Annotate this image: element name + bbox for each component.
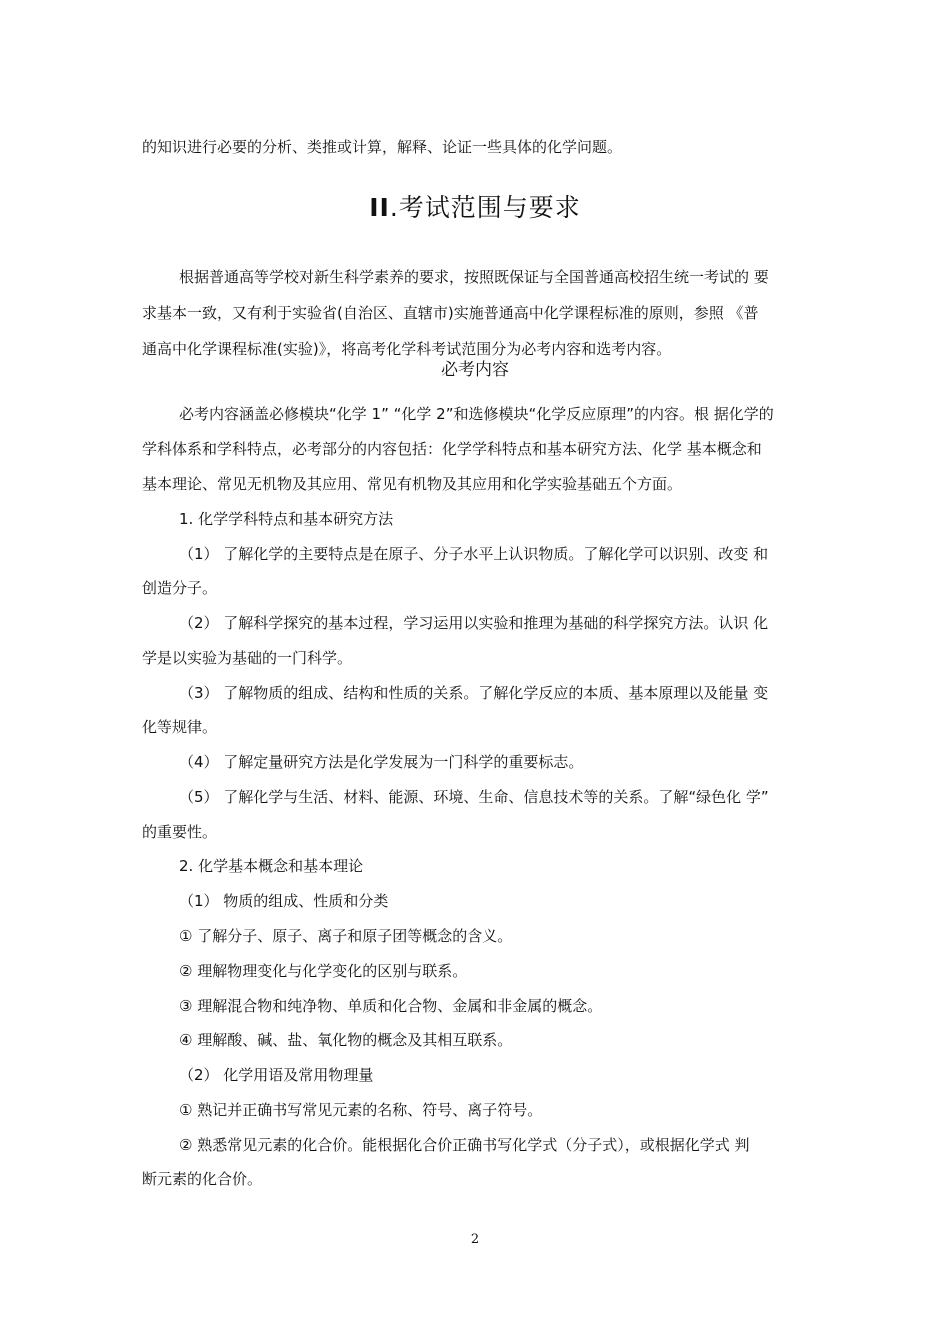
- part2-sub1-item-1: ① 了解分子、原子、离子和原子团等概念的含义。: [179, 927, 513, 945]
- part2-sub1-heading: （1） 物质的组成、性质和分类: [179, 892, 389, 910]
- required-intro-line-2: 学科体系和学科特点，必考部分的内容包括：化学学科特点和基本研究方法、化学 基本概念和: [142, 440, 762, 458]
- part1-item-5-line-1: （5） 了解化学与生活、材料、能源、环境、生命、信息技术等的关系。了解“绿色化 学”: [179, 788, 769, 806]
- part2-sub1-item-3: ③ 理解混合物和纯净物、单质和化合物、金属和非金属的概念。: [179, 997, 603, 1015]
- section-title-numeral: II: [369, 193, 390, 222]
- required-intro-line-3: 基本理论、常见无机物及其应用、常见有机物及其应用和化学实验基础五个方面。: [142, 475, 683, 493]
- part1-item-3-line-2: 化等规律。: [142, 718, 218, 736]
- part1-item-1-line-2: 创造分子。: [142, 579, 218, 597]
- part2-sub1-item-4: ④ 理解酸、碱、盐、氧化物的概念及其相互联系。: [179, 1031, 513, 1049]
- part2-sub2-item-2-line-1: ② 熟悉常见元素的化合价。能根据化合价正确书写化学式（分子式），或根据化学式 判: [179, 1136, 750, 1154]
- part1-item-5-line-2: 的重要性。: [142, 823, 218, 841]
- part1-item-1-line-1: （1） 了解化学的主要特点是在原子、分子水平上认识物质。了解化学可以识别、改变 和: [179, 545, 769, 563]
- intro-tail-line: 的知识进行必要的分析、类推或计算，解释、论证一些具体的化学问题。: [142, 138, 623, 156]
- required-intro-line-1: 必考内容涵盖必修模块“化学 1” “化学 2”和选修模块“化学反应原理”的内容。根 据化学的: [179, 405, 774, 423]
- part1-item-2-line-2: 学是以实验为基础的一门科学。: [142, 649, 353, 667]
- part2-sub2-heading: （2） 化学用语及常用物理量: [179, 1066, 374, 1084]
- part2-sub2-item-2-line-2: 断元素的化合价。: [142, 1170, 263, 1188]
- section-intro-line-1: 根据普通高等学校对新生科学素养的要求，按照既保证与全国普通高校招生统一考试的 要: [179, 268, 769, 286]
- part2-sub1-item-2: ② 理解物理变化与化学变化的区别与联系。: [179, 962, 468, 980]
- part1-item-3-line-1: （3） 了解物质的组成、结构和性质的关系。了解化学反应的本质、基本原理以及能量 变: [179, 684, 769, 702]
- section-title: [0, 191, 950, 225]
- part2-heading: 2. 化学基本概念和基本理论: [179, 857, 364, 875]
- part1-heading: 1. 化学学科特点和基本研究方法: [179, 510, 394, 528]
- section-title-text: .考试范围与要求: [389, 193, 581, 222]
- required-content-subtitle: 必考内容: [441, 360, 509, 380]
- page-number: 2: [470, 1232, 480, 1247]
- part1-item-2-line-1: （2） 了解科学探究的基本过程，学习运用以实验和推理为基础的科学探究方法。认识 化: [179, 614, 769, 632]
- part1-item-4-line-1: （4） 了解定量研究方法是化学发展为一门科学的重要标志。: [179, 753, 584, 771]
- part2-sub2-item-1-line-1: ① 熟记并正确书写常见元素的名称、符号、离子符号。: [179, 1101, 543, 1119]
- section-intro-line-3: 通高中化学课程标准(实验)》，将高考化学科考试范围分为必考内容和选考内容。: [142, 340, 672, 358]
- section-intro-line-2: 求基本一致，又有利于实验省(自治区、直辖市)实施普通高中化学课程标准的原则，参照 《普: [142, 304, 759, 322]
